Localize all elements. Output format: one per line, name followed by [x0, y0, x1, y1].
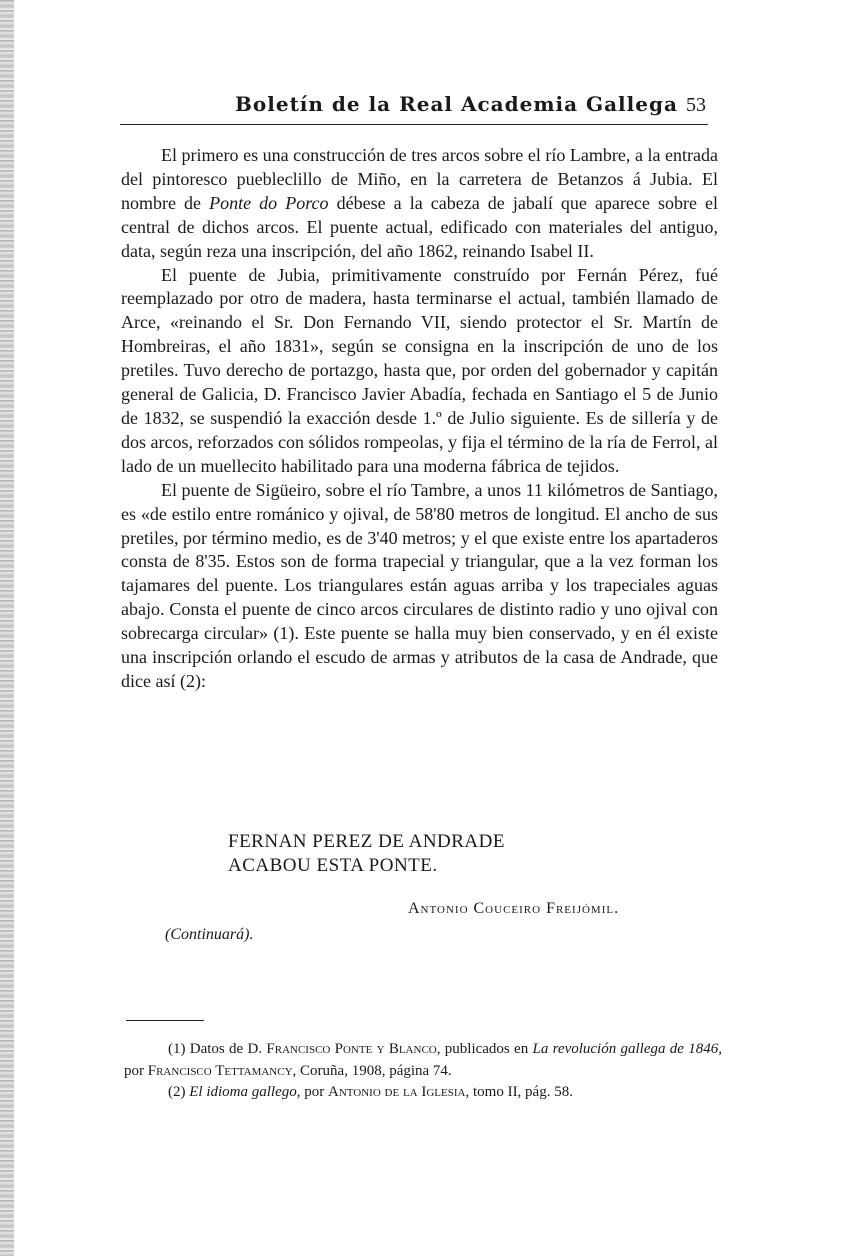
footnote	[124, 1039, 722, 1082]
footnote-text: , publicados en	[436, 1041, 533, 1057]
paragraph	[121, 144, 718, 264]
article-body	[121, 144, 718, 694]
footnote	[124, 1082, 722, 1104]
author-name: Francisco Ponte y Blanco	[266, 1041, 437, 1057]
footnote-text: (2)	[168, 1084, 190, 1100]
page-header	[120, 92, 708, 122]
paragraph-text: El puente de Jubia, primitivamente construído por Fernán Pérez, fué reemplazado por otro de madera, hasta terminarse el actual, también llamado de Arce, «reinando el Sr. Don Fernando VII, siendo protector el Sr. Martín de Hombreiras, el año 1831», según se consigna en la inscripción de uno de los pretiles. Tuvo derecho de portazgo, hasta que, por orden del gobernador y capitán general de Galicia, D. Francisco Javier Abadía, fechada en Santiago el 5 de Junio de 1832, se suspendió la exacción desde 1.º de Julio siguiente. Es de sillería y de dos arcos, reforzados con sólidos rompeolas, y fija el término de la ría de Ferrol, al lado de un muellecito habilitado para una moderna fábrica de tejidos.	[121, 264, 718, 476]
footnote-text: , Coruña, 1908, página 74.	[292, 1062, 452, 1079]
footnote-text: por	[300, 1084, 328, 1100]
footnote-text: (1) Datos de D.	[168, 1041, 267, 1057]
page-number: 53	[686, 94, 706, 116]
paragraph	[121, 264, 718, 479]
footnote-text: por	[124, 1062, 148, 1079]
running-title: Boletín de la Real Academia Gallega	[235, 92, 678, 116]
continued-note: (Continuará).	[165, 926, 254, 943]
inscription-line: FERNAN PEREZ DE ANDRADE	[228, 831, 505, 852]
book-title: El idioma gallego,	[189, 1084, 301, 1100]
paragraph-text: El puente de Sigüeiro, sobre el río Tambre, a unos 11 kilómetros de Santiago, es «de estilo entre románico y ojival, de 58'80 metros de longitud. El ancho de sus pretiles, por término medio, es de 3'40 metros; y el que existe entre los apartaderos consta de 8'35. Estos son de forma trapecial y triangular, que a la vez forman los tajamares del puente. Los triangulares están aguas arriba y los trapeciales aguas abajo. Consta el puente de cinco arcos circulares de distinto radio y uno ojival con sobrecarga circular» (1). Este puente se halla muy bien conservado, y en él existe una inscripción orlando el escudo de armas y atributos de la casa de Andrade, que dice así (2):	[121, 479, 718, 691]
inscription	[228, 830, 505, 878]
paragraph-text: débese a la cabeza de jabalí que aparece sobre el central de dichos arcos. El puente actual, edificado con materiales del antiguo, data, según reza una inscripción, del año 1862, reinando Isabel II.	[121, 192, 718, 261]
book-title: La revolución gallega de 1846,	[532, 1041, 722, 1057]
footnote-text: , tomo II, pág. 58.	[465, 1084, 573, 1100]
paragraph	[121, 479, 718, 694]
footnote-rule	[126, 1020, 204, 1021]
author-signature: Antonio Couceiro Freijómil.	[408, 900, 620, 917]
scanned-page-edge	[0, 0, 14, 1256]
header-rule	[120, 124, 708, 125]
italic-place-name: Ponte do Porco	[209, 192, 329, 213]
author-name: Antonio de la Iglesia	[328, 1084, 466, 1100]
author-name: Francisco Tettamancy	[147, 1062, 293, 1079]
footnotes	[124, 1039, 722, 1104]
inscription-line: ACABOU ESTA PONTE.	[228, 855, 438, 876]
paragraph-text: El primero es una construcción de tres arcos sobre el río Lambre, a la entrada del pintoresco puebleclillo de Miño, en la carretera de Betanzos á Jubia. El nombre de	[121, 145, 718, 213]
